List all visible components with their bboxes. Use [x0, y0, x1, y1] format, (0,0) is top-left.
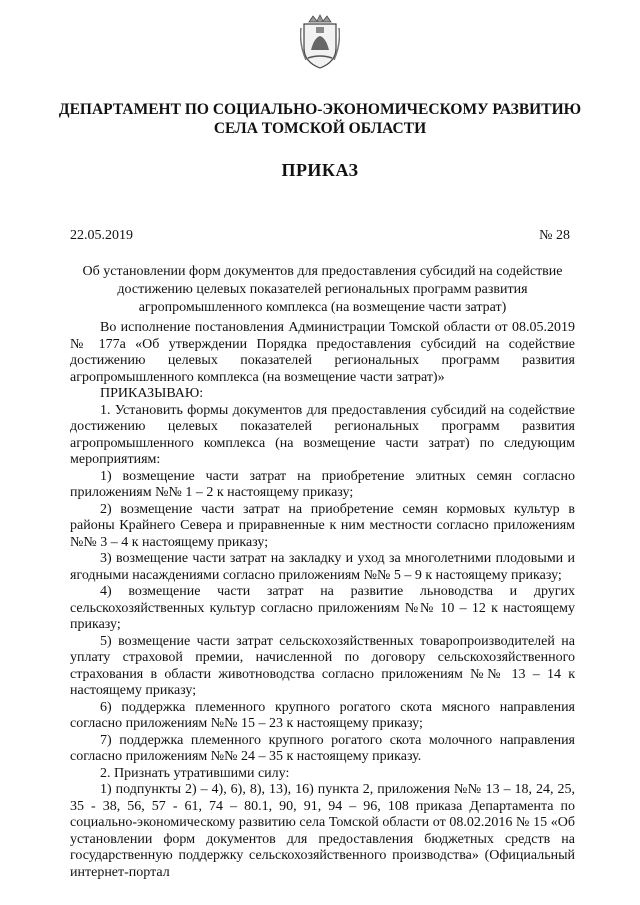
list-item: 1) возмещение части затрат на приобретение элитных семян согласно приложениям №№ 1 – 2 к настоящему приказу; — [70, 468, 575, 500]
item-1-paragraph: 1. Установить формы документов для предоставления субсидий на содействие достижению целевых показателей региональных программ развития агропромышленного комплекса (на возмещение части затрат) по следующим мероприятиям: — [70, 402, 575, 467]
document-title: ПРИКАЗ — [281, 160, 359, 180]
order-word: ПРИКАЗЫВАЮ: — [100, 386, 204, 401]
preamble-paragraph: Во исполнение постановления Администрации Томской области от 08.05.2019 № 177а «Об утверждении Порядка предоставления субсидий на содействие достижению целевых показателей региональных программ развития агропромышленного комплекса (на возмещение части затрат)» — [70, 320, 575, 385]
order-subject: Об установлении форм документов для предоставления субсидий на содействие достижению целевых показателей региональных программ развития агропромышленного комплекса (на возмещение части затрат) — [82, 264, 563, 315]
order-number: № 28 — [539, 228, 570, 243]
item-2-paragraph: 2. Признать утратившими силу: — [100, 765, 290, 781]
organization-name: ДЕПАРТАМЕНТ ПО СОЦИАЛЬНО-ЭКОНОМИЧЕСКОМУ РАЗВИТИЮ СЕЛА ТОМСКОЙ ОБЛАСТИ — [58, 101, 582, 137]
list-item: 2) возмещение части затрат на приобретение семян кормовых культур в районы Крайнего Севера и приравненные к ним местности согласно приложениям №№ 3 – 4 к настоящему приказу; — [70, 501, 575, 550]
list-item: 3) возмещение части затрат на закладку и уход за многолетними плодовыми и ягодными насаждениями согласно приложениям №№ 5 – 9 к настоящему приказу; — [70, 551, 575, 583]
coat-of-arms-icon — [300, 14, 340, 70]
list-item: 1) подпункты 2) – 4), 6), 8), 13), 16) пункта 2, приложения №№ 13 – 18, 24, 25, 35 - 38, 56, 57 - 61, 74 – 80.1, 90, 91, 94 – 96, 108 приказа Департамента по социально-экономическому развитию села Томской области от 08.02.2016 № 15 «Об установлении форм документов для предоставления бюджетных средств на государственную поддержку сельскохозяйственного производства» (Официальный интернет-портал — [70, 782, 575, 880]
list-item: 6) поддержка племенного крупного рогатого скота мясного направления согласно приложениям №№ 15 – 23 к настоящему приказу; — [70, 699, 575, 731]
list-item: 5) возмещение части затрат сельскохозяйственных товаропроизводителей на уплату страховой премии, начисленной по договору сельскохозяйственного страхования в области животноводства согласно приложениям №№ 13 – 14 к настоящему приказу; — [70, 633, 575, 698]
order-date: 22.05.2019 — [70, 228, 133, 243]
list-item: 7) поддержка племенного крупного рогатого скота молочного направления согласно приложениям №№ 24 – 35 к настоящему приказу. — [70, 732, 575, 764]
list-item: 4) возмещение части затрат на развитие льноводства и других сельскохозяйственных культур согласно приложениям №№ 10 – 12 к настоящему приказу; — [70, 584, 575, 632]
order-body — [70, 320, 575, 881]
